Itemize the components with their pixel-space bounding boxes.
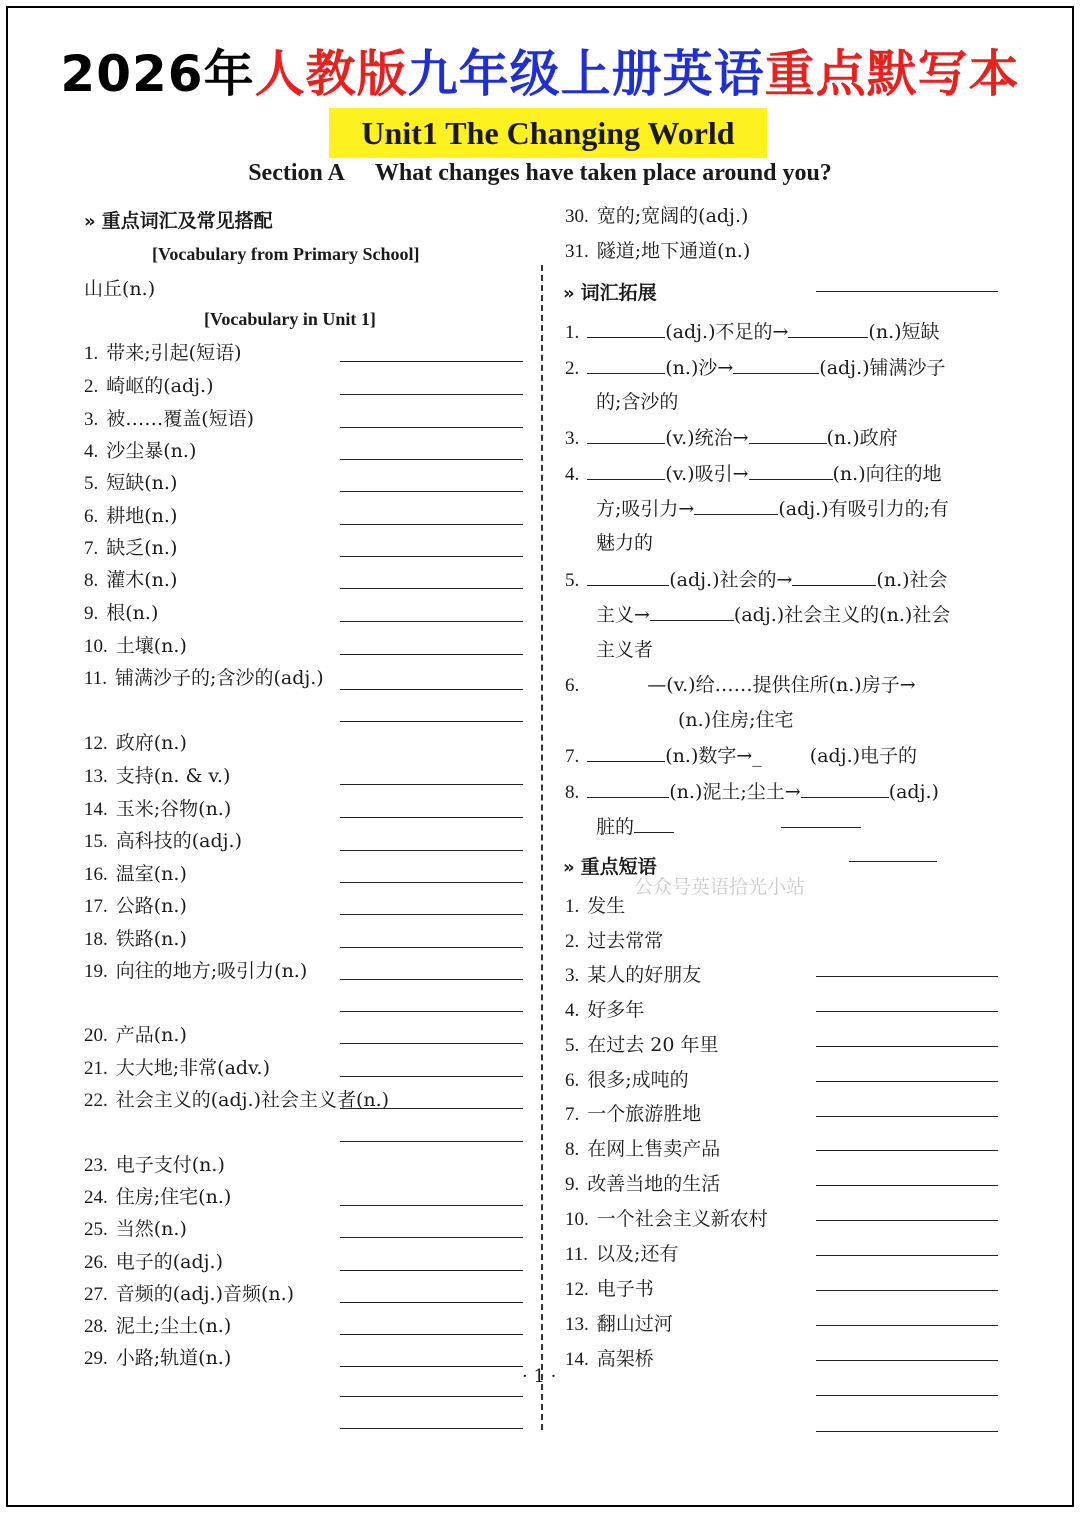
expand-item-6: 6. —(v.)给……提供住所(n.)房子→ [565, 674, 916, 696]
vocab-item [84, 406, 254, 433]
title-grade: 九年级上册英语 [407, 45, 765, 103]
answer-line[interactable] [816, 291, 998, 292]
answer-line[interactable] [340, 689, 523, 690]
answer-line[interactable] [340, 850, 523, 851]
answer-line[interactable] [816, 1150, 998, 1151]
answer-line[interactable] [340, 654, 523, 655]
vocab-item [84, 1087, 389, 1114]
vocab-item [84, 763, 230, 790]
answer-line[interactable] [340, 361, 523, 362]
item-text: 沙尘暴(n.) [106, 440, 197, 462]
list-item: 31. 隧道;地下通道(n.) [565, 240, 751, 262]
item-number: 4. [565, 1000, 580, 1021]
item-text: 在过去 20 年里 [587, 1034, 719, 1056]
item-text: 铁路(n.) [115, 928, 187, 950]
vocab-item [84, 567, 177, 594]
item-text: 住房;住宅(n.) [115, 1186, 232, 1208]
answer-line[interactable] [340, 914, 523, 915]
item-number: 7. [565, 1104, 580, 1125]
item-number: 10. [565, 1209, 589, 1230]
column-divider [541, 265, 543, 1430]
item-number: 25. [84, 1219, 108, 1240]
title-edition: 人教版 [254, 45, 408, 103]
item-number: 18. [84, 929, 108, 950]
answer-blank[interactable] [749, 424, 827, 444]
expand-item-5-end: 主义者 [596, 639, 654, 661]
expand-item-8-cont: 脏的 [596, 813, 674, 840]
expand-item-8: 8. (n.)泥土;尘土→ (adj.) [565, 778, 939, 806]
answer-line[interactable] [816, 1220, 998, 1221]
answer-line[interactable] [340, 1428, 523, 1429]
answer-line[interactable] [340, 947, 523, 948]
item-number: 22. [84, 1090, 108, 1111]
item-text: 高科技的(adj.) [115, 830, 242, 852]
item-number: 2. [84, 376, 99, 397]
vocab-item [84, 861, 187, 888]
item-text: 崎岖的(adj.) [106, 375, 214, 397]
item-text: 某人的好朋友 [587, 964, 702, 986]
vocab-item [84, 1055, 270, 1082]
vocab-item [84, 1281, 294, 1308]
item-number: 8. [565, 1139, 580, 1160]
item-text: 小路;轨道(n.) [115, 1347, 232, 1369]
answer-line[interactable] [816, 1360, 998, 1361]
unit-title: Unit1 The Changing World [329, 108, 767, 158]
vocab-item [84, 1152, 225, 1179]
answer-blank[interactable] [788, 318, 868, 338]
answer-line[interactable] [340, 1011, 523, 1012]
answer-blank[interactable] [587, 354, 665, 374]
answer-line[interactable] [816, 1116, 998, 1117]
item-text: 政府(n.) [115, 732, 187, 754]
item-text: 高架桥 [596, 1348, 654, 1370]
double-chevron-icon: » [563, 857, 575, 878]
answer-blank[interactable] [587, 318, 665, 338]
double-chevron-icon: » [84, 211, 96, 232]
item-number: 21. [84, 1058, 108, 1079]
expand-heading: » 词汇拓展 [563, 282, 657, 304]
expand-item-4: 4. (v.)吸引→ (n.)向往的地 [565, 460, 942, 488]
answer-blank[interactable] [587, 778, 669, 798]
item-number: 19. [84, 961, 108, 982]
phrase-heading: » 重点短语 [563, 856, 657, 878]
item-number: 6. [565, 1070, 580, 1091]
answer-line[interactable] [340, 1366, 523, 1367]
expand-item-4-cont: 方;吸引力→ (adj.)有吸引力的;有 [596, 495, 949, 522]
item-number: 8. [84, 570, 99, 591]
answer-blank[interactable] [587, 424, 665, 444]
vocab-item [84, 893, 187, 920]
phrase-item [565, 1067, 689, 1094]
title-book: 重点默写本 [764, 45, 1020, 103]
item-text: 根(n.) [106, 602, 159, 624]
phrase-item [565, 1032, 719, 1059]
page-number: · 1 · [522, 1366, 557, 1387]
list-item: 30. 宽的;宽阔的(adj.) [565, 205, 749, 227]
vocab-item [84, 600, 158, 627]
item-text: 玉米;谷物(n.) [115, 798, 232, 820]
expand-item-2: 2. (n.)沙→ (adj.)铺满沙子 [565, 354, 946, 382]
item-text: 电子的(adj.) [115, 1251, 223, 1273]
item-number: 9. [565, 1174, 580, 1195]
item-text: 电子书 [596, 1278, 654, 1300]
phrase-item [565, 962, 701, 989]
item-text: 一个社会主义新农村 [596, 1208, 768, 1230]
answer-blank[interactable] [694, 495, 778, 515]
vocab-item [84, 1313, 231, 1340]
phrase-item [565, 1346, 654, 1373]
answer-line[interactable] [340, 1270, 523, 1271]
vocab-item [84, 633, 187, 660]
item-text: 以及;还有 [596, 1243, 679, 1265]
item-text: 社会主义的(adj.)社会主义者(n.) [115, 1089, 390, 1111]
answer-blank[interactable] [733, 354, 819, 374]
answer-line[interactable] [340, 882, 523, 883]
vocab-item [84, 796, 231, 823]
expand-item-7: 7. (n.)数字→_ (adj.)电子的 [565, 742, 917, 770]
item-number: 9. [84, 603, 99, 624]
answer-line[interactable] [340, 817, 523, 818]
answer-line[interactable] [816, 1011, 998, 1012]
answer-line[interactable] [340, 784, 523, 785]
answer-blank[interactable] [587, 566, 669, 586]
answer-line[interactable] [340, 1141, 523, 1142]
item-number: 17. [84, 896, 108, 917]
answer-blank[interactable] [749, 460, 833, 480]
item-number: 2. [565, 931, 580, 952]
item-number: 7. [84, 538, 99, 559]
item-number: 13. [565, 1314, 589, 1335]
item-text: 发生 [587, 895, 626, 917]
item-number: 1. [84, 343, 99, 364]
answer-line[interactable] [340, 1334, 523, 1335]
answer-blank[interactable] [587, 460, 665, 480]
item-number: 16. [84, 864, 108, 885]
item-number: 11. [565, 1244, 589, 1265]
answer-line[interactable] [340, 1205, 523, 1206]
item-text: 被……覆盖(短语) [106, 408, 255, 430]
vocab-item [84, 535, 177, 562]
section-title [0, 156, 1080, 190]
item-text: 支持(n. & v.) [115, 765, 231, 787]
answer-line[interactable] [340, 588, 523, 589]
item-number: 12. [84, 733, 108, 754]
item-text: 过去常常 [587, 930, 664, 952]
vocab-item [84, 1216, 187, 1243]
item-number: 5. [565, 1035, 580, 1056]
vocab-item [84, 730, 187, 757]
item-number: 27. [84, 1284, 108, 1305]
answer-line[interactable] [340, 979, 523, 980]
vocab-item [84, 828, 242, 855]
vocab-item [84, 470, 177, 497]
sub-heading-unit: [Vocabulary in Unit 1] [204, 309, 376, 329]
answer-line[interactable] [816, 1395, 998, 1396]
expand-item-6-cont: (n.)住房;住宅 [678, 709, 794, 731]
expand-item-5-cont: 主义→ (adj.)社会主义的(n.)社会 [596, 601, 950, 628]
expand-item-2-cont: 的;含沙的 [596, 391, 679, 413]
vocab-item [84, 438, 196, 465]
answer-line[interactable] [849, 861, 937, 862]
expand-item-3: 3. (v.)统治→ (n.)政府 [565, 424, 898, 452]
item-text: 在网上售卖产品 [587, 1138, 721, 1160]
item-number: 5. [84, 473, 99, 494]
phrase-item [565, 928, 663, 955]
item-number: 3. [565, 965, 580, 986]
answer-line[interactable] [816, 1185, 998, 1186]
vocab-item [84, 1345, 231, 1372]
answer-line[interactable] [816, 1325, 998, 1326]
phrase-item [565, 997, 644, 1024]
answer-blank[interactable] [792, 566, 876, 586]
vocab-heading: » 重点词汇及常见搭配 [84, 210, 273, 232]
phrase-item [565, 1171, 720, 1198]
answer-line[interactable] [340, 621, 523, 622]
answer-line[interactable] [340, 1108, 523, 1109]
vocab-item [84, 503, 177, 530]
phrase-item [565, 1101, 701, 1128]
item-text: 改善当地的生活 [587, 1173, 721, 1195]
item-text: 泥土;尘土(n.) [115, 1315, 232, 1337]
item-number: 23. [84, 1155, 108, 1176]
phrase-item [565, 893, 625, 920]
item-text: 电子支付(n.) [115, 1154, 225, 1176]
answer-line[interactable] [816, 1255, 998, 1256]
answer-line[interactable] [340, 491, 523, 492]
item-number: 4. [84, 441, 99, 462]
section-label: Section A [248, 160, 345, 186]
item-number: 1. [565, 896, 580, 917]
item-text: 大大地;非常(adv.) [115, 1057, 270, 1079]
item-text: 当然(n.) [115, 1218, 187, 1240]
item-text: 公路(n.) [115, 895, 187, 917]
answer-line[interactable] [340, 721, 523, 722]
vocab-item [84, 665, 324, 692]
vocab-item [84, 1022, 187, 1049]
phrase-item [565, 1276, 654, 1303]
item-number: 26. [84, 1252, 108, 1273]
answer-line[interactable] [340, 1076, 523, 1077]
vocab-item [84, 1249, 223, 1276]
answer-line[interactable] [340, 427, 523, 428]
answer-line[interactable] [340, 556, 523, 557]
answer-line[interactable] [816, 1046, 998, 1047]
expand-item-1: 1. (adj.)不足的→ (n.)短缺 [565, 318, 940, 346]
answer-blank[interactable] [634, 813, 674, 833]
section-question: What changes have taken place around you? [374, 160, 832, 186]
page-title [0, 42, 1080, 106]
item-text: 很多;成吨的 [587, 1069, 689, 1091]
item-text: 向往的地方;吸引力(n.) [115, 960, 308, 982]
phrase-item [565, 1136, 720, 1163]
item-text: 土壤(n.) [115, 635, 187, 657]
hill-item: 山丘(n.) [84, 278, 156, 300]
sub-heading-primary: [Vocabulary from Primary School] [152, 244, 420, 264]
item-text: 好多年 [587, 999, 645, 1021]
item-number: 28. [84, 1316, 108, 1337]
item-number: 11. [84, 668, 108, 689]
item-text: 温室(n.) [115, 863, 187, 885]
answer-blank[interactable] [587, 742, 665, 762]
vocab-item [84, 340, 241, 367]
item-text: 一个旅游胜地 [587, 1103, 702, 1125]
answer-line[interactable] [340, 459, 523, 460]
answer-line[interactable] [340, 1237, 523, 1238]
item-text: 翻山过河 [596, 1313, 673, 1335]
item-number: 29. [84, 1348, 108, 1369]
answer-blank[interactable] [801, 778, 889, 798]
item-text: 产品(n.) [115, 1024, 187, 1046]
expand-item-4-end: 魅力的 [596, 532, 654, 554]
answer-blank[interactable] [650, 601, 734, 621]
vocab-item [84, 373, 214, 400]
item-number: 20. [84, 1025, 108, 1046]
answer-line[interactable] [816, 1290, 998, 1291]
answer-line[interactable] [816, 976, 998, 977]
item-text: 铺满沙子的;含沙的(adj.) [115, 667, 324, 689]
answer-line[interactable] [340, 1396, 523, 1397]
answer-line[interactable] [340, 1043, 523, 1044]
item-number: 13. [84, 766, 108, 787]
watermark: 公众号英语拾光小站 [634, 876, 806, 898]
vocab-item [84, 958, 307, 985]
item-number: 6. [84, 506, 99, 527]
answer-line[interactable] [340, 394, 523, 395]
phrase-item [565, 1206, 768, 1233]
answer-line[interactable] [781, 827, 861, 828]
expand-item-5: 5. (adj.)社会的→ (n.)社会 [565, 566, 948, 594]
item-text: 带来;引起(短语) [106, 342, 242, 364]
item-text: 灌木(n.) [106, 569, 178, 591]
phrase-item [565, 1241, 678, 1268]
item-text: 缺乏(n.) [106, 537, 178, 559]
item-text: 音频的(adj.)音频(n.) [115, 1283, 295, 1305]
item-number: 3. [84, 409, 99, 430]
answer-line[interactable] [340, 1302, 523, 1303]
item-number: 14. [565, 1349, 589, 1370]
item-number: 14. [84, 799, 108, 820]
item-text: 短缺(n.) [106, 472, 178, 494]
item-number: 15. [84, 831, 108, 852]
item-number: 10. [84, 636, 108, 657]
item-number: 24. [84, 1187, 108, 1208]
double-chevron-icon: » [563, 283, 575, 304]
item-number: 12. [565, 1279, 589, 1300]
answer-line[interactable] [816, 1081, 998, 1082]
title-year: 2026年 [60, 45, 255, 103]
vocab-item [84, 1184, 231, 1211]
item-text: 耕地(n.) [106, 505, 178, 527]
phrase-item [565, 1311, 673, 1338]
answer-line[interactable] [816, 1431, 998, 1432]
vocab-item [84, 926, 187, 953]
answer-line[interactable] [340, 524, 523, 525]
